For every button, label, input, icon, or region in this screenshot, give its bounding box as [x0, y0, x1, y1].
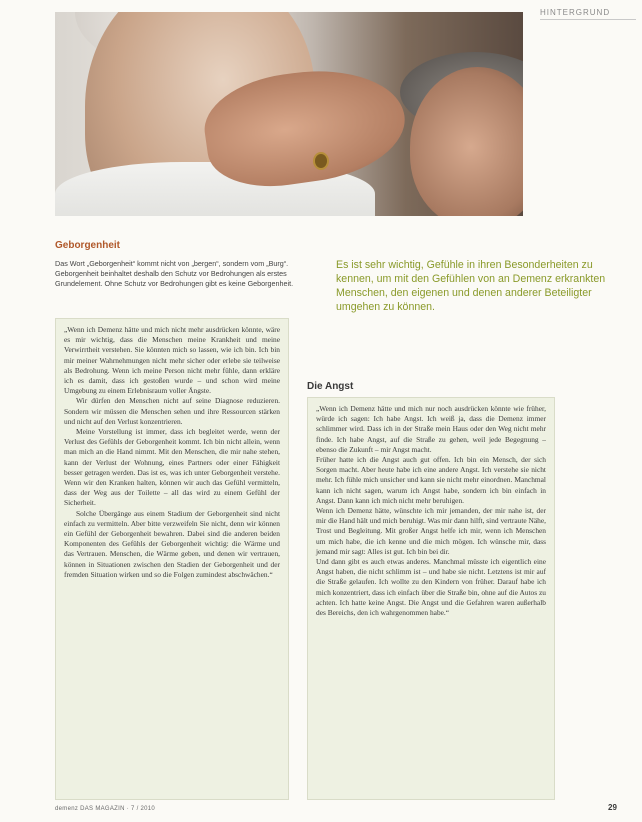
quote-box-angst	[307, 397, 555, 800]
page-number: 29	[608, 803, 617, 812]
quote-paragraph: „Wenn ich Demenz hätte und mich nicht mehr ausdrücken könnte, wäre es mir wichtig, dass die Menschen meine Krankheit und meine Verwirrtheit verstehen. Sie könnten mich so lassen, wie ich bin. Ich bin mir meiner Wahrnehmungen nicht mehr sicher oder erlebe sie teilweise als Bedrohung. Wenn ich meine Person nicht mehr fühle, dann erkläre ich es damit, dass ich gestoßen wurde – und schon wird meine Umgebung zu einem Erlebnisraum voller Ängste.	[64, 325, 280, 396]
quote-paragraph: Und dann gibt es auch etwas anderes. Manchmal müsste ich eigentlich eine Angst haben, die nicht schlimm ist – und habe sie nicht. Letztens ist mir auf die Straße gelaufen. Ich wollte zu den Kindern von früher. Darauf habe ich mich konzentriert, dass ich einfach über die Straße bin, ohne auf die Autos zu achten. Ich hatte keine Angst. Die Angst und die Gefahren waren außerhalb des Bereichs, den ich wahrgenommen habe.“	[316, 557, 546, 618]
pull-quote: Es ist sehr wichtig, Gefühle in ihren Besonderheiten zu kennen, um mit den Gefühlen von an Demenz erkrankten Menschen, den eigenen und denen anderer Beteiligter umgehen zu können.	[336, 259, 606, 313]
heading-geborgenheit: Geborgenheit	[55, 240, 121, 251]
quote-box-geborgenheit	[55, 318, 289, 800]
quote-paragraph: Meine Vorstellung ist immer, dass ich begleitet werde, wenn der Verlust des Gefühls der Geborgenheit kommt. Ich bin nicht allein, wenn man mich an die Hand nimmt. Mit den Menschen, die mir nahe stehen, kann der Verlust der Wohnung, eines Partners oder einer Fähigkeit besser getragen werden. Das ist es, was ich unter Geborgenheit verstehe. Wenn wir den Kranken halten, können wir auch das Gefühl vermitteln, dass der Weg aus der Toilette – all das wird zu einem Gefühl der Sicherheit.	[64, 427, 280, 508]
intro-paragraph: Das Wort „Geborgenheit“ kommt nicht von „bergen“, sondern vom „Burg“. Geborgenheit beinhaltet deshalb den Schutz vor Bedrohungen als erstes Grundelement. Ohne Schutz vor Bedrohungen gibt es keine Geborgenheit.	[55, 259, 294, 288]
section-tag: HINTERGRUND	[540, 8, 636, 20]
footer-publication: demenz DAS MAGAZIN · 7 / 2010	[55, 806, 156, 812]
quote-paragraph: Wenn ich Demenz hätte, wünschte ich mir jemanden, der mir nahe ist, der mir die Hand hält und mich beruhigt. Was mir dann hilft, sind vertraute Nähe, Trost und Begleitung. Mit großer Angst helfe ich mir, wenn ich Menschen um mich habe, die ich kenne und die mich mögen. Ich wünsche mir, dass jemand mir sagt: Alles ist gut. Ich bin bei dir.	[316, 506, 546, 556]
heading-angst: Die Angst	[307, 381, 354, 392]
quote-paragraph: Früher hatte ich die Angst auch gut offen. Ich bin ein Mensch, der sich Sorgen macht. Aber heute habe ich eine andere Angst. Ich verstehe sie nicht mehr. Ich fühle mich unsicher und kann sie nicht mehr einordnen. Manchmal kann ich nicht sagen, warum ich Angst habe, sondern ich bin einfach in Angst. Dann kann ich mich nicht mehr beruhigen.	[316, 455, 546, 505]
photo-ring	[313, 152, 329, 170]
quote-paragraph: „Wenn ich Demenz hätte und mich nur noch ausdrücken könnte wie früher, würde ich sagen: Ich habe Angst. Ich weiß ja, dass die Demenz immer schlimmer wird. Dass ich in der Straße mein Haus oder den Weg nicht mehr finde. Ich habe Angst, auf die Straße zu gehen, weil jede Begegnung – ebenso die Zukunft – mir Angst macht.	[316, 404, 546, 454]
header-photo	[55, 12, 523, 216]
quote-paragraph: Wir dürfen den Menschen nicht auf seine Diagnose reduzieren. Sondern wir müssen die Menschen sehen und ihre Ressourcen stärken und nicht auf den Verlust konzentrieren.	[64, 396, 280, 426]
quote-paragraph: Solche Übergänge aus einem Stadium der Geborgenheit sind nicht einfach zu vermitteln. Aber bitte verzweifeln Sie nicht, denn wir können ein Gefühl der Geborgenheit bewahren. Dabei sind die anderen beiden Komponenten des Gefühls der Geborgenheit wichtig: die Wärme und das Vertrauen. Menschen, die Wärme geben, und denen wir vertrauen, können in Situationen zwischen den Stadien der Geborgenheit und der fremden Situation wirken und so die Folgen zumindest abschwächen.“	[64, 508, 280, 579]
